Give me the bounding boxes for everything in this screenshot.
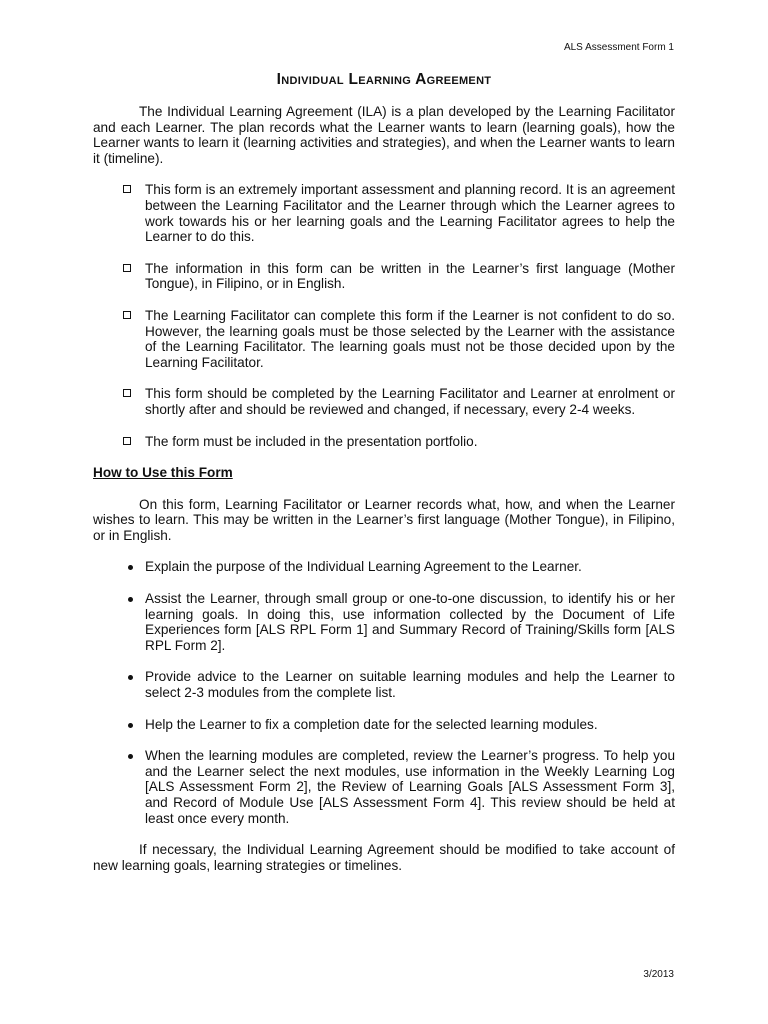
checkbox-icon	[123, 437, 131, 445]
checklist-item-text: The Learning Facilitator can complete this form if the Learner is not confident to do so. However, the learning goals must be those selected by the Learner with the assistance of the Learning Facilitator. The learning goals must not be those decided upon by the Learning Facilitator.	[145, 307, 675, 370]
checklist-item	[93, 182, 675, 244]
checklist-item	[93, 308, 675, 370]
bullet-list	[93, 559, 675, 826]
bullet-icon	[128, 675, 133, 680]
bullet-item-text: Assist the Learner, through small group or one-to-one discussion, to identify his or her learning goals. In doing this, use information collected by the Document of Life Experiences form [ALS RPL Form 1] and Summary Record of Training/Skills form [ALS RPL Form 2].	[145, 591, 675, 653]
bullet-item	[93, 748, 675, 826]
bullet-item	[93, 591, 675, 653]
checklist-item-text: The form must be included in the presentation portfolio.	[145, 433, 478, 449]
footer-date: 3/2013	[643, 969, 674, 980]
how-to-intro-paragraph: On this form, Learning Facilitator or Learner records what, how, and when the Learner wishes to learn. This may be written in the Learner’s first language (Mother Tongue), in Filipino, or in English.	[93, 496, 675, 543]
checklist-item-text: This form should be completed by the Learning Facilitator and Learner at enrolment or shortly after and should be reviewed and changed, if necessary, every 2-4 weeks.	[145, 386, 675, 417]
section-heading: How to Use this Form	[93, 465, 233, 481]
bullet-item	[93, 717, 675, 733]
checklist	[93, 182, 675, 449]
bullet-icon	[128, 565, 133, 570]
bullet-item	[93, 559, 675, 575]
intro-paragraph: The Individual Learning Agreement (ILA) is a plan developed by the Learning Facilitator and each Learner. The plan records what the Learner wants to learn (learning goals), how the Learner wants to learn it (learning activities and strategies), and when the Learner wants to learn it (timeline).	[93, 104, 675, 166]
bullet-icon	[128, 754, 133, 759]
checklist-item	[93, 386, 675, 417]
bullet-item-text: Explain the purpose of the Individual Learning Agreement to the Learner.	[145, 559, 582, 575]
checkbox-icon	[123, 264, 131, 272]
checklist-item	[93, 261, 675, 292]
bullet-item-text: When the learning modules are completed, review the Learner’s progress. To help you and the Learner select the next modules, use information in the Weekly Learning Log [ALS Assessment Form 2], the Review of Learning Goals [ALS Assessment Form 3], and Record of Module Use [ALS Assessment Form 4]. This review should be held at least once every month.	[145, 748, 675, 826]
bullet-icon	[128, 597, 133, 602]
document-body	[93, 104, 675, 873]
form-label: ALS Assessment Form 1	[563, 42, 674, 53]
bullet-item	[93, 669, 675, 700]
checkbox-icon	[123, 389, 131, 397]
page-title: Individual Learning Agreement	[276, 71, 492, 88]
checklist-item-text: The information in this form can be written in the Learner’s first language (Mother Tongue), in Filipino, or in English.	[145, 260, 675, 292]
checkbox-icon	[123, 311, 131, 319]
bullet-item-text: Provide advice to the Learner on suitable learning modules and help the Learner to select 2-3 modules from the complete list.	[145, 669, 675, 701]
closing-paragraph: If necessary, the Individual Learning Agreement should be modified to take account of new learning goals, learning strategies or timelines.	[93, 842, 675, 873]
checklist-item-text: This form is an extremely important assessment and planning record. It is an agreement between the Learning Facilitator and the Learner through which the Learner agrees to work towards his or her learning goals and the Learning Facilitator agrees to help the Learner to do this.	[145, 182, 675, 245]
bullet-item-text: Help the Learner to fix a completion date for the selected learning modules.	[145, 716, 598, 732]
checklist-item	[93, 434, 675, 450]
checkbox-icon	[123, 185, 131, 193]
bullet-icon	[128, 723, 133, 728]
